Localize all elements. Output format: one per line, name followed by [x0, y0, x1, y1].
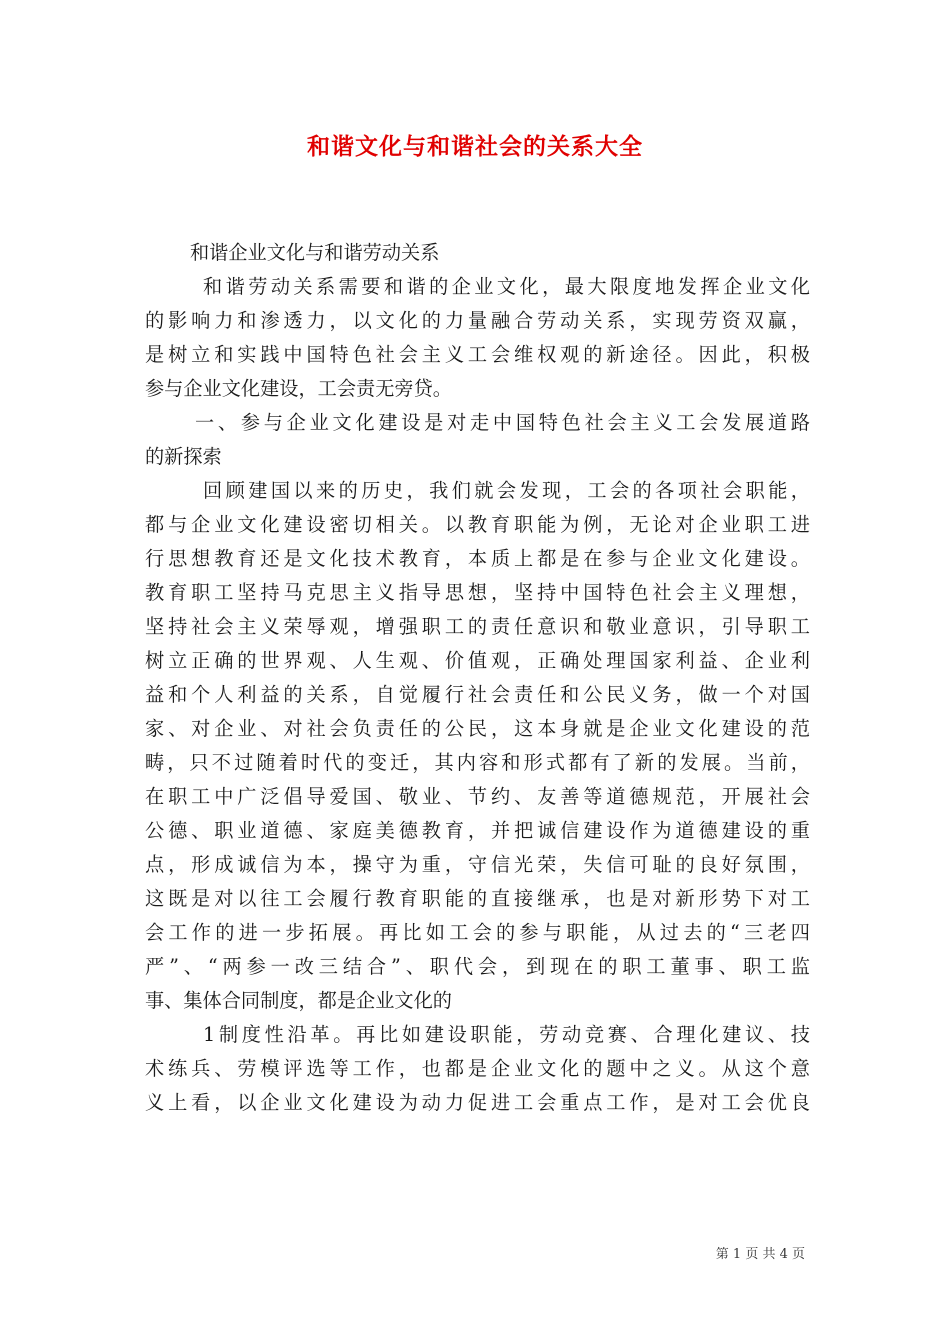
- section-subtitle: 和谐企业文化与和谐劳动关系: [190, 241, 440, 264]
- text-line: 坚持社会主义荣辱观，增强职工的责任意识和敬业意识，引导职工: [145, 615, 810, 638]
- text-line: 会工作的进一步拓展。再比如工会的参与职能，从过去的“三老四: [145, 921, 810, 944]
- document-body: [145, 236, 810, 1120]
- page-number-footer: 第 1 页 共 4 页: [715, 1247, 805, 1262]
- text-line: 益和个人利益的关系，自觉履行社会责任和公民义务，做一个对国: [145, 683, 810, 706]
- text-line: 事、集体合同制度，都是企业文化的: [145, 989, 452, 1012]
- text-line: 在职工中广泛倡导爱国、敬业、节约、友善等道德规范，开展社会: [145, 785, 810, 808]
- text-line: 都与企业文化建设密切相关。以教育职能为例，无论对企业职工进: [145, 513, 810, 536]
- document-title: 和谐文化与和谐社会的关系大全: [307, 133, 643, 160]
- text-line: 公德、职业道德、家庭美德教育，并把诚信建设作为道德建设的重: [145, 819, 810, 842]
- text-line: 严”、“两参一改三结合”、职代会，到现在的职工董事、职工监: [145, 955, 810, 978]
- paragraph-history: [145, 474, 810, 1018]
- text-line: 树立正确的世界观、人生观、价值观，正确处理国家利益、企业利: [145, 649, 810, 672]
- text-line: 点，形成诚信为本，操守为重，守信光荣，失信可耻的良好氛围，: [145, 853, 810, 876]
- text-line: 是树立和实践中国特色社会主义工会维权观的新途径。因此，积极: [145, 343, 810, 366]
- section-heading-one: [145, 406, 810, 474]
- text-line: 畴，只不过随着时代的变迁，其内容和形式都有了新的发展。当前，: [145, 751, 810, 774]
- paragraph-intro: [145, 270, 810, 406]
- text-line: 参与企业文化建设，工会责无旁贷。: [145, 377, 452, 400]
- text-line: 回顾建国以来的历史，我们就会发现，工会的各项社会职能，: [203, 479, 810, 502]
- text-line: 1制度性沿革。再比如建设职能，劳动竞赛、合理化建议、技: [203, 1023, 810, 1046]
- text-line: 的影响力和渗透力，以文化的力量融合劳动关系，实现劳资双赢，: [145, 309, 810, 332]
- text-line: 教育职工坚持马克思主义指导思想，坚持中国特色社会主义理想，: [145, 581, 810, 604]
- text-line: 术练兵、劳模评选等工作，也都是企业文化的题中之义。从这个意: [145, 1057, 810, 1080]
- text-line: 义上看，以企业文化建设为动力促进工会重点工作，是对工会优良: [145, 1091, 810, 1114]
- text-line: 一、参与企业文化建设是对走中国特色社会主义工会发展道路: [195, 411, 810, 434]
- text-line: 这既是对以往工会履行教育职能的直接继承，也是对新形势下对工: [145, 887, 810, 910]
- paragraph-institutional: [145, 1018, 810, 1120]
- text-line: 的新探索: [145, 445, 222, 468]
- text-line: 和谐劳动关系需要和谐的企业文化，最大限度地发挥企业文化: [203, 275, 810, 298]
- text-line: 行思想教育还是文化技术教育，本质上都是在参与企业文化建设。: [145, 547, 810, 570]
- text-line: 家、对企业、对社会负责任的公民，这本身就是企业文化建设的范: [145, 717, 810, 740]
